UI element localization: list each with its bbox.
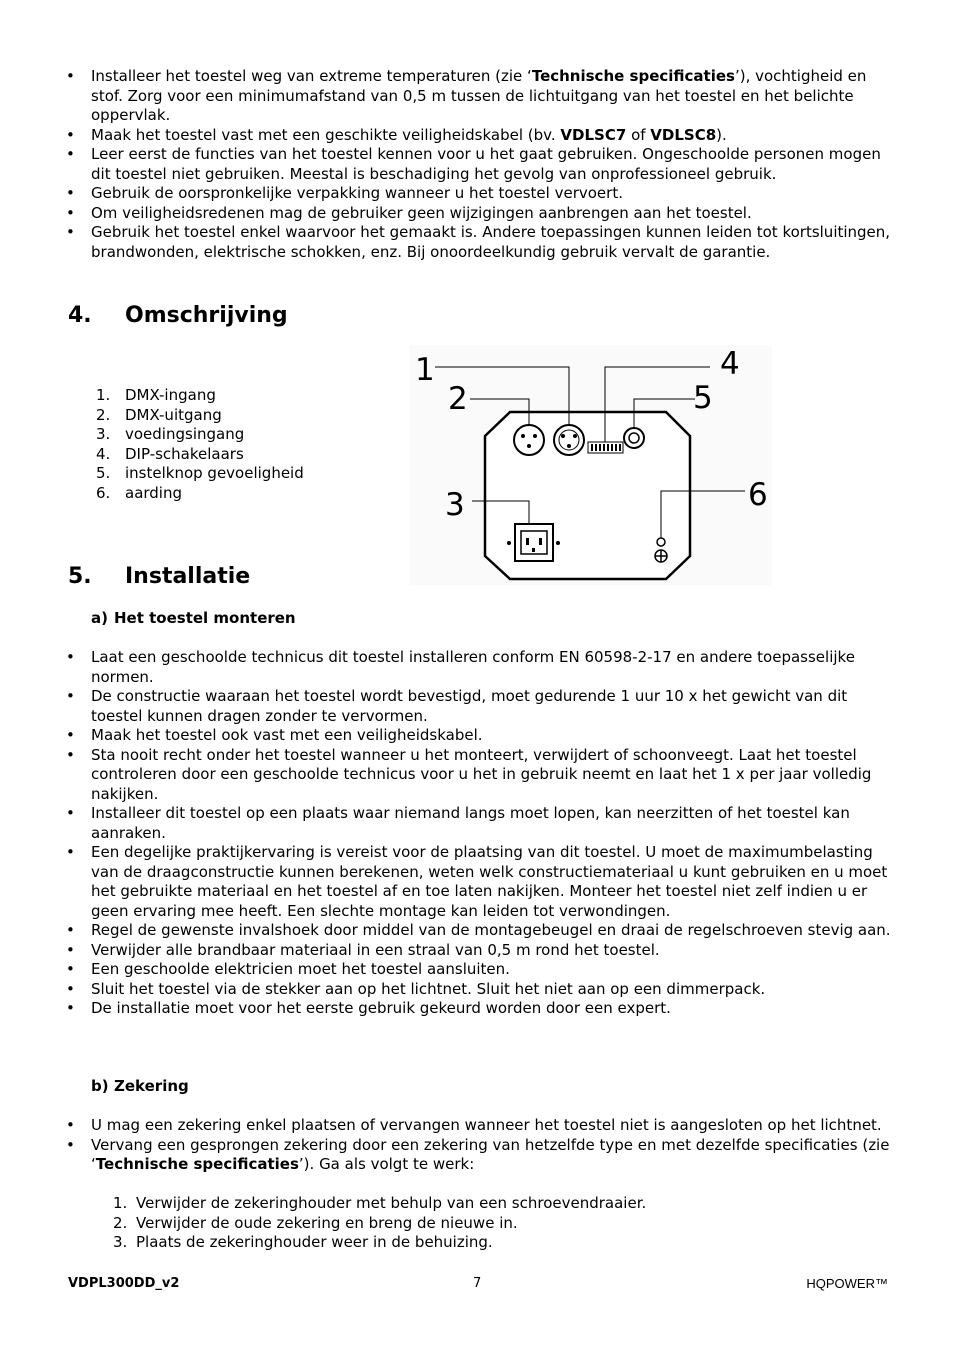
step-label: Plaats de zekeringhouder weer in de behuizing. — [136, 1233, 493, 1251]
text-run: Gebruik het toestel enkel waarvoor het gemaakt is. Andere toepassingen kunnen leiden tot kortsluitingen, brandwonden, elektrische schokken, enz. Bij onoordeelkundig gebruik vervalt de garantie. — [91, 223, 891, 261]
footer-brand: HQPOWER™ — [806, 1276, 888, 1291]
text-run: De installatie moet voor het eerste gebruik gekeurd worden door een expert. — [91, 999, 671, 1017]
bullet-item — [64, 1116, 894, 1136]
text-run: U mag een zekering enkel plaatsen of vervangen wanneer het toestel niet is aangesloten op het lichtnet. — [91, 1116, 882, 1134]
bullet-item — [64, 204, 894, 224]
step-number: 2. — [113, 1213, 128, 1232]
parts-list-item — [96, 406, 304, 426]
subsection-a-heading — [91, 609, 296, 628]
callout-1: 1 — [415, 352, 435, 388]
bold-text: VDLSC7 — [560, 125, 627, 144]
text-run: ’). Ga als volgt te werk: — [298, 1155, 475, 1173]
text-run: of — [626, 125, 651, 144]
section-number: 4. — [68, 303, 92, 328]
text-run: Een degelijke praktijkervaring is vereist voor de plaatsing van dit toestel. U moet de maximumbelasting van de draagconstructie kunnen berekenen, weten welk constructiemateriaal u kunt gebruiken en u moet het gebruikte materiaal en het toestel af en toe laten nakijken. Monteer het toestel niet zelf indien u er geen ervaring mee heeft. Een slechte montage kan leiden tot verwondingen. — [91, 843, 888, 920]
footer-page-number: 7 — [473, 1276, 482, 1291]
intro-bullet-list — [64, 67, 894, 262]
bold-text: Technische specificaties — [95, 1155, 299, 1173]
callout-2: 2 — [448, 381, 468, 417]
bullet-item — [64, 843, 894, 921]
section-number: 5. — [68, 564, 92, 589]
bullet-item — [64, 746, 894, 805]
text-run: Laat een geschoolde technicus dit toestel installeren conform EN 60598-2-17 en andere toepasselijke normen. — [91, 648, 855, 686]
text-run: Sluit het toestel via de stekker aan op het lichtnet. Sluit het niet aan op een dimmerpack. — [91, 979, 766, 998]
parts-list-item — [96, 464, 304, 484]
text-run: Maak het toestel vast met een geschikte veiligheidskabel (bv. — [91, 125, 561, 144]
bullet-item — [64, 145, 894, 184]
text-run: Maak het toestel ook vast met een veiligheidskabel. — [91, 726, 483, 744]
item-label: instelknop gevoeligheid — [125, 464, 304, 482]
text-run: Gebruik de oorspronkelijke verpakking wanneer u het toestel vervoert. — [91, 184, 623, 202]
bullet-item — [64, 648, 894, 687]
step-label: Verwijder de zekeringhouder met behulp van een schroevendraaier. — [136, 1194, 647, 1212]
text-run: Een geschoolde elektricien moet het toestel aansluiten. — [91, 960, 510, 978]
text-run: Verwijder alle brandbaar materiaal in een straal van 0,5 m rond het toestel. — [91, 940, 660, 959]
item-label: DMX-ingang — [125, 386, 216, 404]
subsection-title: Zekering — [114, 1077, 189, 1095]
text-run: Installeer dit toestel op een plaats waar niemand langs moet lopen, kan neerzitten of het toestel kan aanraken. — [91, 804, 850, 842]
callout-4: 4 — [720, 346, 740, 382]
item-label: voedingsingang — [125, 425, 245, 443]
item-label: DIP-schakelaars — [125, 444, 244, 463]
power-inlet — [507, 524, 560, 561]
callout-5: 5 — [693, 380, 713, 416]
bullet-item — [64, 804, 894, 843]
section-4-heading — [68, 303, 288, 329]
item-number: 5. — [96, 464, 111, 482]
text-run: Om veiligheidsredenen mag de gebruiker geen wijzigingen aanbrengen aan het toestel. — [91, 203, 752, 222]
bold-text: Technische specificaties — [531, 67, 735, 85]
item-number: 6. — [96, 483, 111, 502]
mounting-bullet-list — [64, 648, 894, 1019]
bullet-item — [64, 126, 894, 146]
bullet-item — [64, 223, 894, 262]
item-label: aarding — [125, 483, 183, 502]
sensitivity-knob — [624, 428, 644, 448]
text-run: Sta nooit recht onder het toestel wanneer u het monteert, verwijdert of schoonveegt. Laat het toestel controleren door een geschoolde technicus voor u het in gebruik neemt en laat het 1 x per jaar volledig nakijken. — [91, 745, 872, 803]
subsection-title: Het toestel monteren — [114, 609, 296, 627]
bullet-item — [64, 941, 894, 961]
bullet-item — [64, 980, 894, 1000]
subsection-b-heading — [91, 1077, 189, 1096]
parts-list-item — [96, 484, 304, 504]
bullet-item — [64, 1136, 894, 1175]
bullet-item — [64, 184, 894, 204]
subsection-letter: a) — [91, 609, 108, 627]
bullet-item — [64, 921, 894, 941]
bullet-item — [64, 67, 894, 126]
callout-6: 6 — [748, 477, 768, 513]
section-title: Omschrijving — [125, 303, 288, 328]
text-run: De constructie waaraan het toestel wordt bevestigd, moet gedurende 1 uur 10 x het gewicht van dit toestel kunnen dragen zonder te vervormen. — [91, 687, 848, 725]
item-number: 2. — [96, 405, 111, 424]
step-item — [113, 1214, 646, 1234]
bullet-item — [64, 999, 894, 1019]
item-number: 3. — [96, 425, 111, 443]
callout-3: 3 — [445, 487, 465, 523]
dip-switches — [588, 442, 623, 453]
item-number: 1. — [96, 386, 111, 404]
text-run: Leer eerst de functies van het toestel kennen voor u het gaat gebruiken. Ongeschoolde personen mogen dit toestel niet gebruiken. Meestal is beschadiging het gevolg van onprofessioneel gebruik. — [91, 145, 881, 183]
text-run: Installeer het toestel weg van extreme temperaturen (zie ‘ — [91, 67, 532, 85]
bullet-item — [64, 726, 894, 746]
text-run: Vervang een gesprongen zekering door een zekering van hetzelfde type en met dezelfde specificaties (zie ‘ — [91, 1135, 890, 1173]
step-number: 3. — [113, 1233, 128, 1251]
text-run: ’), vochtigheid en stof. Zorg voor een minimumafstand van 0,5 m tussen de lichtuitgang van het toestel en het belichte oppervlak. — [91, 67, 867, 124]
step-item — [113, 1194, 646, 1214]
dmx-output-connector — [514, 425, 544, 455]
subsection-letter: b) — [91, 1077, 109, 1095]
rear-panel-diagram — [410, 345, 772, 585]
section-title: Installatie — [125, 564, 251, 589]
fuse-bullet-list — [64, 1116, 894, 1175]
step-item — [113, 1233, 646, 1253]
footer-doc-code: VDPL300DD_v2 — [68, 1276, 180, 1291]
item-number: 4. — [96, 444, 111, 463]
dmx-input-connector — [554, 425, 584, 455]
text-run: ). — [716, 125, 727, 144]
section-5-heading — [68, 564, 250, 590]
step-number: 1. — [113, 1194, 128, 1212]
step-label: Verwijder de oude zekering en breng de nieuwe in. — [136, 1213, 518, 1232]
text-run: Regel de gewenste invalshoek door middel van de montagebeugel en draai de regelschroeven stevig aan. — [91, 921, 891, 939]
parts-list-item — [96, 386, 304, 406]
parts-list-item — [96, 445, 304, 465]
bullet-item — [64, 960, 894, 980]
bold-text: VDLSC8 — [650, 125, 717, 144]
item-label: DMX-uitgang — [125, 405, 222, 424]
parts-list-item — [96, 425, 304, 445]
parts-list — [96, 386, 304, 503]
fuse-steps-list — [113, 1194, 646, 1253]
bullet-item — [64, 687, 894, 726]
